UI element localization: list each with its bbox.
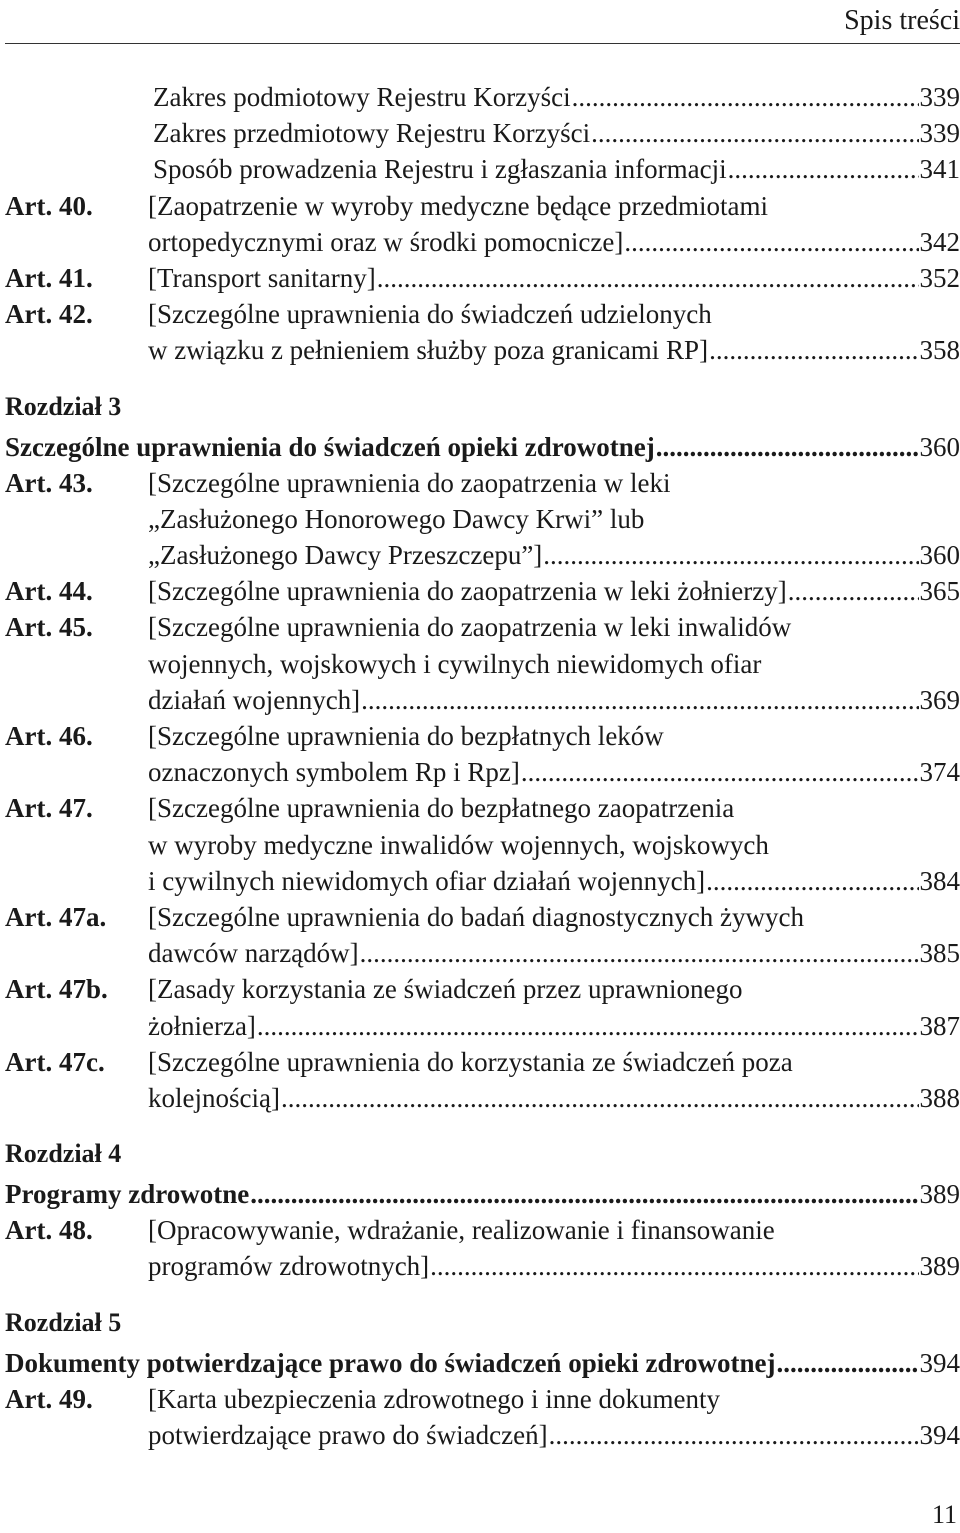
- toc-entry-continuation[interactable]: [148, 224, 960, 260]
- toc-entry-title: ortopedycznymi oraz w środki pomocnicze]: [148, 226, 624, 257]
- chapter-title: Szczególne uprawnienia do świadczeń opieki zdrowotnej: [5, 431, 655, 462]
- dot-leader: [591, 115, 918, 151]
- toc-entry-continuation[interactable]: [148, 1008, 960, 1044]
- toc-entry-art-42[interactable]: [5, 296, 960, 332]
- article-label: Art. 47a.: [5, 901, 107, 932]
- toc-page-number: 384: [919, 865, 960, 896]
- article-label: Art. 48.: [5, 1215, 93, 1246]
- toc-entry-art-47c[interactable]: [5, 1044, 960, 1080]
- dot-leader: [728, 151, 919, 187]
- toc-entry[interactable]: [153, 151, 960, 187]
- toc-page-number: 388: [919, 1082, 960, 1113]
- article-label: Art. 46.: [5, 721, 93, 751]
- toc-entry-title: w wyroby medyczne inwalidów wojennych, wojskowych: [148, 829, 769, 860]
- article-label: Art. 44.: [5, 576, 93, 607]
- toc-entry-title: i cywilnych niewidomych ofiar działań wojennych]: [148, 865, 706, 896]
- toc-entry-continuation[interactable]: [148, 863, 960, 899]
- article-label: Art. 47c.: [5, 1046, 105, 1077]
- toc-page-number: 360: [919, 540, 960, 571]
- article-label: Art. 40.: [5, 190, 93, 221]
- article-label: Art. 45.: [5, 612, 93, 643]
- toc-entry[interactable]: [153, 115, 960, 151]
- toc-entry-title: w związku z pełnieniem służby poza granicami RP]: [148, 335, 709, 366]
- toc-entry-continuation[interactable]: [148, 682, 960, 718]
- toc-entry-continuation[interactable]: [148, 935, 960, 971]
- dot-leader: [281, 1080, 919, 1116]
- header-rule: [5, 43, 960, 44]
- toc-entry-art-41[interactable]: [5, 260, 960, 296]
- toc-page-number: 339: [919, 82, 960, 112]
- toc-entry[interactable]: [153, 79, 960, 115]
- toc-entry-continuation[interactable]: [148, 646, 960, 682]
- chapter-title: Dokumenty potwierdzające prawo do świadczeń opieki zdrowotnej: [5, 1347, 776, 1378]
- dot-leader: [521, 754, 919, 790]
- toc-entry-art-47a[interactable]: [5, 899, 960, 935]
- toc-chapter-entry[interactable]: [5, 1176, 960, 1212]
- toc-entry-art-40[interactable]: [5, 188, 960, 224]
- toc-page-number: 394: [919, 1420, 960, 1450]
- toc-entry-art-43[interactable]: [5, 465, 960, 501]
- toc-entry-title: oznaczonych symbolem Rp i Rpz]: [148, 757, 520, 788]
- dot-leader: [549, 1417, 919, 1453]
- toc-entry-title: [Karta ubezpieczenia zdrowotnego i inne dokumenty: [148, 1383, 721, 1414]
- article-label: Art. 43.: [5, 467, 93, 498]
- dot-leader: [360, 935, 919, 971]
- dot-leader: [257, 1008, 919, 1044]
- toc-page-number: 339: [919, 118, 960, 149]
- toc-entry-title: [Opracowywanie, wdrażanie, realizowanie i finansowanie: [148, 1215, 775, 1246]
- toc-entry-continuation[interactable]: [148, 754, 960, 790]
- toc-entry-title: działań wojennych]: [148, 684, 361, 715]
- toc-page-number: 387: [919, 1010, 960, 1041]
- toc-entry-continuation[interactable]: [148, 501, 960, 537]
- toc-entry-title: [Zasady korzystania ze świadczeń przez uprawnionego: [148, 974, 743, 1005]
- toc-chapter-entry[interactable]: [5, 429, 960, 465]
- toc-page-number: 342: [919, 226, 960, 257]
- toc-entry-title: [Szczególne uprawnienia do bezpłatnych leków: [148, 721, 664, 751]
- running-header-title: Spis treści: [844, 5, 960, 36]
- toc-entry-continuation[interactable]: [148, 332, 960, 368]
- chapter-label: Rozdział 4: [5, 1139, 122, 1169]
- toc-page-number: 385: [919, 938, 960, 969]
- toc-page-number: 358: [919, 335, 960, 366]
- toc-entry-title: [Szczególne uprawnienia do świadczeń udzielonych: [148, 299, 712, 330]
- chapter-title: Programy zdrowotne: [5, 1179, 250, 1210]
- toc-entry-continuation[interactable]: [148, 1248, 960, 1284]
- article-label: Art. 42.: [5, 299, 93, 330]
- toc-entry-title: Zakres podmiotowy Rejestru Korzyści: [153, 82, 571, 112]
- article-label: Art. 47b.: [5, 974, 108, 1005]
- toc-page-number: 389: [919, 1179, 960, 1210]
- toc-entry-art-48[interactable]: [5, 1212, 960, 1248]
- dot-leader: [788, 573, 919, 609]
- dot-leader: [377, 260, 919, 296]
- dot-leader: [709, 332, 918, 368]
- toc-entry-art-49[interactable]: [5, 1381, 960, 1417]
- toc-entry-art-44[interactable]: [5, 573, 960, 609]
- dot-leader: [776, 1345, 918, 1381]
- toc-entry-title: wojennych, wojskowych i cywilnych niewidomych ofiar: [148, 648, 762, 679]
- dot-leader: [706, 863, 918, 899]
- toc-entry-continuation[interactable]: [148, 537, 960, 573]
- toc-entry-art-46[interactable]: [5, 718, 960, 754]
- article-label: Art. 49.: [5, 1383, 93, 1414]
- toc-entry-title: [Szczególne uprawnienia do zaopatrzenia w leki inwalidów: [148, 612, 792, 643]
- toc-entry-art-45[interactable]: [5, 609, 960, 645]
- toc-entry-title: „Zasłużonego Dawcy Przeszczepu”]: [148, 540, 543, 571]
- chapter-label: Rozdział 3: [5, 391, 122, 421]
- dot-leader: [361, 682, 918, 718]
- toc-entry-title: [Transport sanitarny]: [148, 262, 376, 293]
- toc-entry-title: [Szczególne uprawnienia do bezpłatnego zaopatrzenia: [148, 793, 735, 824]
- toc-entry-continuation[interactable]: [148, 827, 960, 863]
- toc-entry-title: [Szczególne uprawnienia do zaopatrzenia w leki żołnierzy]: [148, 576, 787, 607]
- toc-entry-title: kolejnością]: [148, 1082, 280, 1113]
- toc-entry-title: potwierdzające prawo do świadczeń]: [148, 1420, 548, 1450]
- toc-entry-continuation[interactable]: [148, 1417, 960, 1453]
- dot-leader: [656, 429, 919, 465]
- article-label: Art. 47.: [5, 793, 93, 824]
- toc-page-number: 394: [919, 1347, 960, 1378]
- article-label: Art. 41.: [5, 262, 93, 293]
- toc-page-number: 369: [919, 684, 960, 715]
- toc-chapter-entry[interactable]: [5, 1345, 960, 1381]
- toc-entry-title: [Szczególne uprawnienia do korzystania ze świadczeń poza: [148, 1046, 793, 1077]
- toc-page-number: 389: [919, 1251, 960, 1282]
- dot-leader: [430, 1248, 918, 1284]
- toc-entry-title: żołnierza]: [148, 1010, 256, 1041]
- dot-leader: [543, 537, 918, 573]
- dot-leader: [572, 79, 919, 115]
- toc-page-number: 341: [919, 154, 960, 185]
- toc-entry-title: „Zasłużonego Honorowego Dawcy Krwi” lub: [148, 503, 645, 534]
- toc-entry-art-47[interactable]: [5, 790, 960, 826]
- page-number: 11: [931, 1500, 957, 1529]
- chapter-label: Rozdział 5: [5, 1307, 122, 1337]
- toc-entry-title: [Szczególne uprawnienia do badań diagnostycznych żywych: [148, 901, 805, 932]
- dot-leader: [250, 1176, 918, 1212]
- toc-entry-title: Sposób prowadzenia Rejestru i zgłaszania informacji: [153, 154, 727, 185]
- toc-page-number: 352: [919, 262, 960, 293]
- toc-entry-continuation[interactable]: [148, 1080, 960, 1116]
- toc-entry-title: programów zdrowotnych]: [148, 1251, 430, 1282]
- toc-entry-art-47b[interactable]: [5, 971, 960, 1007]
- dot-leader: [624, 224, 918, 260]
- toc-page-number: 360: [919, 431, 960, 462]
- toc-entry-title: Zakres przedmiotowy Rejestru Korzyści: [153, 118, 591, 149]
- toc-entry-title: [Zaopatrzenie w wyroby medyczne będące przedmiotami: [148, 190, 768, 221]
- toc-entry-title: dawców narządów]: [148, 938, 359, 969]
- toc-page-number: 374: [919, 757, 960, 788]
- toc-page-number: 365: [919, 576, 960, 607]
- toc-entry-title: [Szczególne uprawnienia do zaopatrzenia w leki: [148, 467, 671, 498]
- table-of-contents: [5, 79, 960, 1453]
